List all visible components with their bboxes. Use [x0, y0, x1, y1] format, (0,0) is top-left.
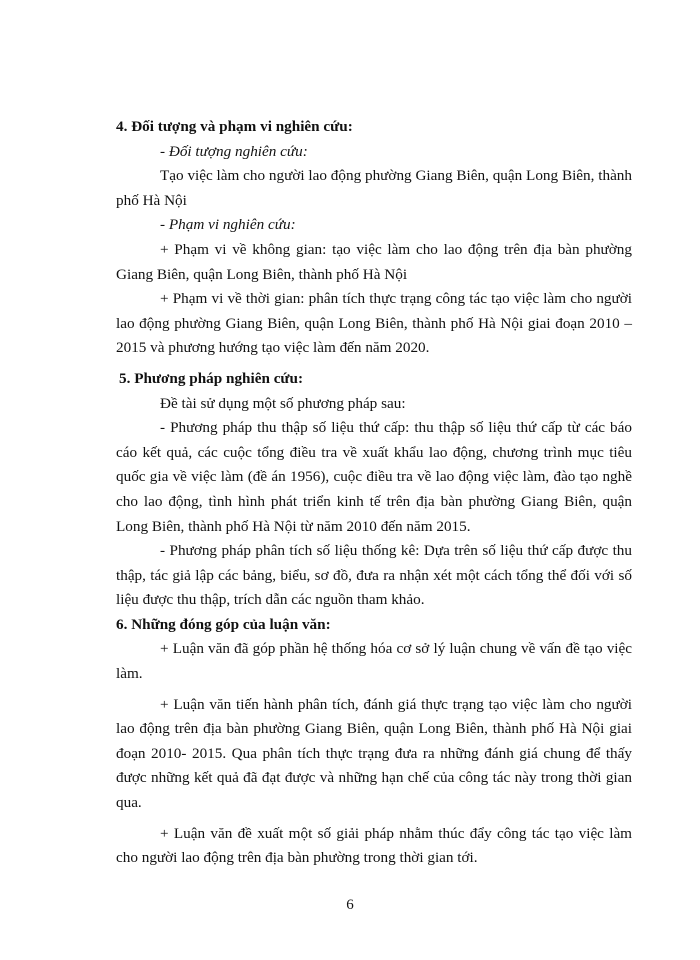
research-scope-label: - Phạm vi nghiên cứu:: [160, 216, 296, 234]
section-4-heading: 4. Đối tượng và phạm vi nghiên cứu:: [116, 118, 353, 135]
page-number: 6: [346, 897, 354, 913]
contribution-item-2: + Luận văn tiến hành phân tích, đánh giá thực trạng tạo việc làm cho người lao động trên địa bàn phường Giang Biên, quận Long Biên, thành phố Hà Nội giai đoạn 2010- 2015. Qua phân tích thực trạng đưa ra những đánh giá chung để thấy được những kết quả đã đạt được và những hạn chế của công tác này trong thời gian qua.: [116, 695, 632, 812]
section-5-heading: 5. Phương pháp nghiên cứu:: [119, 369, 304, 387]
research-subject-text: Tạo việc làm cho người lao động phường Giang Biên, quận Long Biên, thành phố Hà Nội: [116, 167, 632, 209]
scope-time-paragraph: + Phạm vi về thời gian: phân tích thực trạng công tác tạo việc làm cho người lao động phường Giang Biên, quận Long Biên, thành phố Hà Nội giai đoạn 2010 – 2015 và phương hướng tạo việc làm đến năm 2020.: [116, 290, 632, 357]
document-body: [116, 115, 632, 871]
method-secondary-data: - Phương pháp thu thập số liệu thứ cấp: thu thập số liệu thứ cấp từ các báo cáo kết quả, các cuộc tổng điều tra về xuất khẩu lao động, chương trình mục tiêu quốc gia về việc làm (đề án 1956), cuộc điều tra về lao động việc làm, đào tạo nghề cho lao động, tình hình phát triển kinh tế trên địa bàn phường Giang Biên, quận Long Biên, thành phố Hà Nội từ năm 2010 đến năm 2015.: [116, 419, 632, 535]
section-6-heading: 6. Những đóng góp của luận văn:: [116, 615, 331, 633]
contribution-item-1: + Luận văn đã góp phần hệ thống hóa cơ sở lý luận chung về vấn đề tạo việc làm.: [116, 640, 632, 683]
scope-space-paragraph: + Phạm vi về không gian: tạo việc làm cho lao động trên địa bàn phường Giang Biên, quận Long Biên, thành phố Hà Nội: [116, 240, 632, 283]
research-subject-label: - Đối tượng nghiên cứu:: [160, 142, 308, 160]
contribution-item-3: + Luận văn đề xuất một số giải pháp nhằm thúc đẩy công tác tạo việc làm cho người lao động trên địa bàn phường trong thời gian tới.: [116, 824, 632, 867]
method-statistical-analysis: - Phương pháp phân tích số liệu thống kê: Dựa trên số liệu thứ cấp được thu thập, tác giả lập các bảng, biểu, sơ đồ, đưa ra nhận xét một cách tổng thể đối với số liệu được thu thập, trích dẫn các nguồn tham khảo.: [116, 542, 632, 609]
methods-intro: Đề tài sử dụng một số phương pháp sau:: [160, 394, 406, 412]
